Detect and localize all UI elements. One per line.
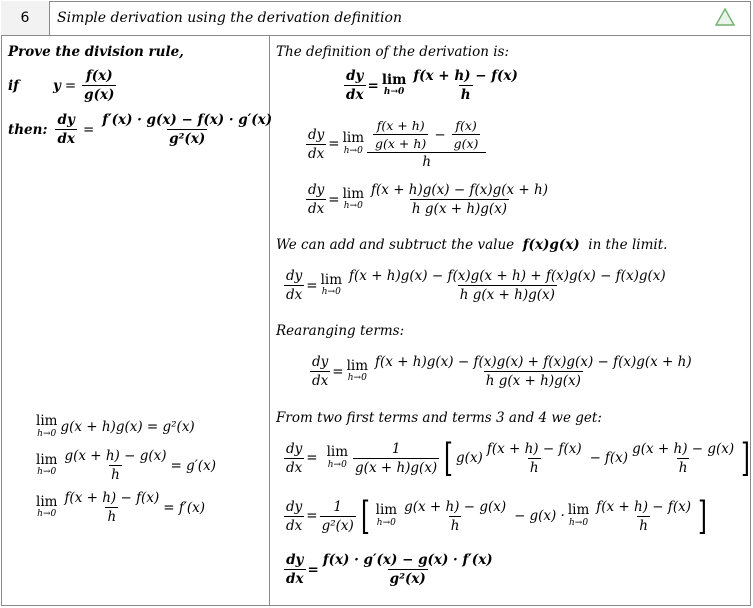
y-denominator: g(x): [84, 87, 115, 103]
if-label: if: [8, 77, 19, 94]
dydx-fraction: [55, 112, 77, 147]
lim-operator: lim h→0: [36, 493, 58, 520]
quotient-numerator: f′(x) · g(x) − f(x) · g′(x): [102, 112, 273, 128]
card-header: [1, 1, 751, 36]
lim-operator: lim h→0: [375, 502, 398, 528]
lim-operator: lim h→0: [342, 185, 365, 212]
lim-operator: lim h→0: [346, 357, 369, 384]
triangle-icon[interactable]: [715, 8, 735, 26]
then-label: then:: [8, 121, 48, 138]
lim-operator: lim h→0: [326, 444, 349, 470]
limit-2-fraction: $\frac{g(x + h) - g(x)}{h}$: [64, 448, 167, 483]
dx: dx: [57, 131, 75, 147]
step-5: $\frac{dy}{dx}$ = lim h→0 $\frac{1}{g(x + h)g(x)}$ [ g(x) $\frac{f(x + h) - f(x)}{h}$ − f(x) $\frac{g(x + h) - g(x)}{h}$ ]: [286, 436, 751, 480]
step-6: $\frac{dy}{dx}$ = $\frac{1}{\text{g²(x)}}$ [ lim h→0 $\frac{g(x + h) - g(x)}{h}$ − g(x) · lim h→0 $\frac{f(x + h) - f(x)}{h}$ ]: [286, 494, 707, 538]
limit-3-fraction: $\frac{f(x + h) - f(x)}{h}$: [64, 490, 160, 525]
definition-equation: $\frac{dy}{dx}$ = lim h→0 $\frac{f(x + h) - f(x)}{h}$: [346, 68, 518, 103]
lim-operator: lim h→0: [381, 71, 407, 98]
lim-operator: lim h→0: [567, 502, 590, 528]
lim-operator: lim h→0: [342, 130, 365, 156]
quotient-rule-fraction: [100, 112, 274, 147]
limit-1-expr: g(x + h)g(x) = g²(x): [60, 418, 195, 435]
lim-operator: lim h→0: [36, 451, 58, 478]
limit-2: [33, 448, 216, 483]
step-2: $\frac{dy}{dx}$ = lim h→0 $\frac{f(x + h)g(x) - f(x)g(x + h)}{\text{h g(x + h)g(x)}}$: [308, 182, 548, 217]
limit-1: [33, 415, 195, 439]
card-title: Simple derivation using the derivation definition: [57, 10, 402, 26]
final-result: $\frac{dy}{dx}$ = $\frac{f(x) \cdot g'(x) - g(x) \cdot f'(x)}{\text{g²(x)}}$: [286, 552, 493, 587]
rearranging-text: Rearanging terms:: [276, 323, 405, 339]
add-subtract-text: We can add and subtruct the value f(x)g(x) in the limit.: [276, 237, 668, 253]
step-4: $\frac{dy}{dx}$ = lim h→0 $\frac{f(x + h)g(x) - f(x)g(x) + f(x)g(x) - f(x)g(x + h)}{\text{h g(x + h)g(x)}}$: [312, 354, 692, 389]
limit-3-rhs: = f′(x): [163, 499, 206, 516]
limit-3: [33, 490, 205, 525]
lim-operator: lim h→0: [320, 271, 343, 298]
step-1: $\frac{dy}{dx}$ = lim h→0 $\frac{f(x + h)}{g(x + h)}$ − $\frac{f(x)}{g(x)}$ h: [304, 118, 486, 170]
y-numerator: f(x): [85, 68, 113, 84]
y-fraction: [82, 68, 116, 103]
step-3: $\frac{dy}{dx}$ = lim h→0 $\frac{f(x + h)g(x) - f(x)g(x + h) + f(x)g(x) - f(x)g(x)}{\text{h g(x + h)g(x)}}$: [286, 268, 666, 303]
terms-text: From two first terms and terms 3 and 4 we get:: [276, 410, 602, 426]
quotient-denominator: g²(x): [169, 131, 206, 147]
y-variable: y: [53, 77, 61, 94]
card-number: 6: [1, 1, 50, 35]
definition-text: The definition of the derivation is:: [276, 44, 510, 60]
if-equation: if y = $\frac{f(x)}{g(x)}$: [8, 68, 115, 103]
lim-operator: lim h→0: [36, 413, 58, 439]
limit-2-rhs: = g′(x): [170, 457, 216, 474]
dy: dy: [57, 112, 75, 128]
then-equation: then: $\frac{dy}{dx}$ = $\frac{f'(x) \cdot g(x) - f(x) \cdot g'(x)}{\text{g²(x)}}$: [8, 112, 273, 147]
prove-statement: Prove the division rule,: [8, 44, 184, 60]
